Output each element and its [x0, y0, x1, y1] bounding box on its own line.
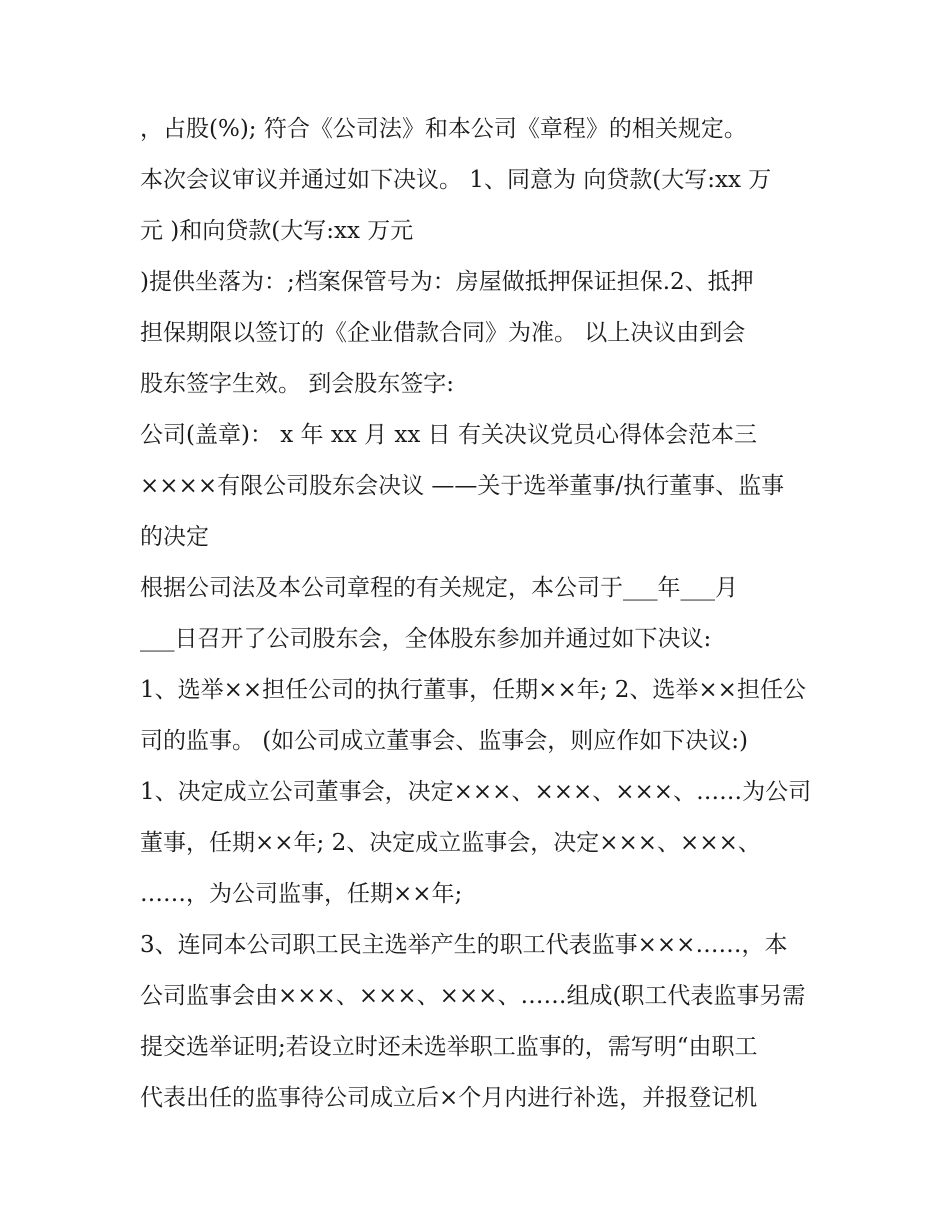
text-line: 代表出任的监事待公司成立后×个月内进行补选，并报登记机: [140, 1085, 758, 1111]
text-line: 提交选举证明;若设立时还未选举职工监事的，需写明“由职工: [140, 1034, 758, 1060]
text-line: 的决定: [140, 524, 209, 550]
text-line: 担保期限以签订的《企业借款合同》为准。 以上决议由到会: [140, 320, 746, 346]
document-body: [140, 104, 820, 1124]
text-line: 1、决定成立公司董事会，决定×××、×××、×××、……为公司: [140, 779, 812, 805]
text-line: ……，为公司监事，任期××年;: [140, 881, 463, 907]
text-line: 公司监事会由×××、×××、×××、……组成(职工代表监事另需: [140, 983, 806, 1009]
text-line: 司的监事。 (如公司成立董事会、监事会，则应作如下决议:): [140, 728, 749, 754]
text-line: 公司(盖章)： x 年 xx 月 xx 日 有关决议党员心得体会范本三: [140, 422, 757, 448]
text-line: 董事，任期××年; 2、决定成立监事会，决定×××、×××、: [140, 830, 761, 856]
text-line: 3、连同本公司职工民主选举产生的职工代表监事×××……，本: [140, 932, 788, 958]
text-line: ，占股(%); 符合《公司法》和本公司《章程》的相关规定。: [140, 116, 747, 142]
text-line: 本次会议审议并通过如下决议。 1、同意为 向贷款(大写:xx 万: [140, 167, 772, 193]
text-line: )提供坐落为：;档案保管号为：房屋做抵押保证担保.2、抵押: [140, 269, 754, 295]
text-line: 1、选举××担任公司的执行董事，任期××年; 2、选举××担任公: [140, 677, 806, 703]
text-line: ××××有限公司股东会决议 ——关于选举董事/执行董事、监事: [140, 473, 785, 499]
text-line: 根据公司法及本公司章程的有关规定，本公司于___年___月: [140, 575, 738, 601]
text-line: ___日召开了公司股东会，全体股东参加并通过如下决议:: [140, 626, 712, 652]
text-line: 股东签字生效。 到会股东签字:: [140, 371, 455, 397]
text-line: 元 )和向贷款(大写:xx 万元: [140, 218, 414, 244]
